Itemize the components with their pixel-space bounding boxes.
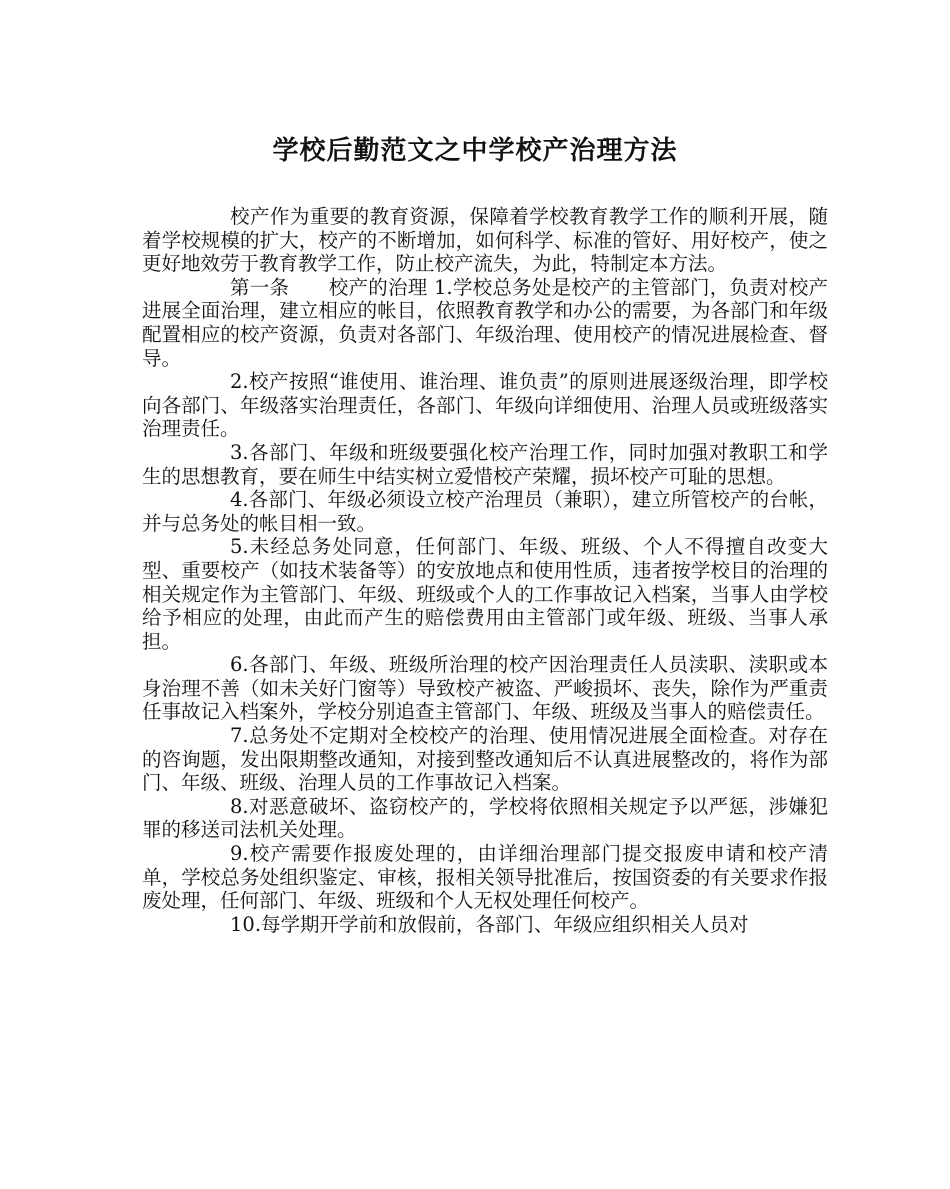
paragraph-item-3: 3.各部门、年级和班级要强化校产治理工作，同时加强对教职工和学生的思想教育，要在师生中结实树立爱惜校产荣耀，损坏校产可耻的思想。 [142,440,828,488]
document-title: 学校后勤范文之中学校产治理方法 [272,136,678,166]
paragraph-item-6: 6.各部门、年级、班级所治理的校产因治理责任人员渎职、渎职或本身治理不善（如未关好门窗等）导致校产被盗、严峻损坏、丧失，除作为严重责任事故记入档案外，学校分别追查主管部门、年级、班级及当事人的赔偿责任。 [142,653,828,724]
paragraph-item-8: 8.对恶意破坏、盗窃校产的，学校将依照相关规定予以严惩，涉嫌犯罪的移送司法机关处理。 [142,794,828,842]
paragraph-article-1: 第一条 校产的治理 1.学校总务处是校产的主管部门，负责对校产进展全面治理，建立相应的帐目，依照教育教学和办公的需要，为各部门和年级配置相应的校产资源，负责对各部门、年级治理、使用校产的情况进展检查、督导。 [142,275,828,370]
paragraph-item-2: 2.校产按照“谁使用、谁治理、谁负责”的原则进展逐级治理，即学校向各部门、年级落实治理责任，各部门、年级向详细使用、治理人员或班级落实治理责任。 [142,370,828,441]
paragraph-item-4: 4.各部门、年级必须设立校产治理员（兼职），建立所管校产的台帐，并与总务处的帐目相一致。 [142,488,828,535]
paragraph-intro: 校产作为重要的教育资源，保障着学校教育教学工作的顺利开展，随着学校规模的扩大，校产的不断增加，如何科学、标准的管好、用好校产，使之更好地效劳于教育教学工作，防止校产流失，为此，特制定本方法。 [142,205,828,276]
paragraph-item-10: 10.每学期开学前和放假前，各部门、年级应组织相关人员对 [230,912,749,936]
paragraph-item-5: 5.未经总务处同意，任何部门、年级、班级、个人不得擅自改变大型、重要校产（如技术装备等）的安放地点和使用性质，违者按学校目的治理的相关规定作为主管部门、年级、班级或个人的工作事故记入档案，当事人由学校给予相应的处理，由此而产生的赔偿费用由主管部门或年级、班级、当事人承担。 [142,535,828,653]
paragraph-item-7: 7.总务处不定期对全校校产的治理、使用情况进展全面检查。对存在的咨询题，发出限期整改通知，对接到整改通知后不认真进展整改的，将作为部门、年级、班级、治理人员的工作事故记入档案。 [142,724,828,795]
document-body [142,205,828,936]
paragraph-item-9: 9.校产需要作报废处理的，由详细治理部门提交报废申请和校产清单，学校总务处组织鉴定、审核，报相关领导批准后，按国资委的有关要求作报废处理，任何部门、年级、班级和个人无权处理任何校产。 [142,842,828,913]
